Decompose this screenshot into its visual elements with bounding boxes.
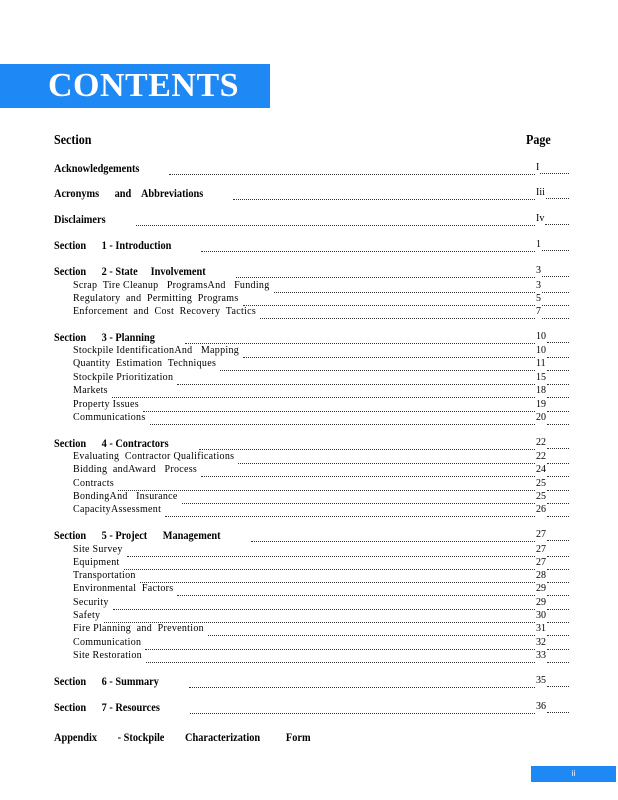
section-column-header: Section <box>54 133 92 148</box>
toc-dot-leader <box>150 412 535 425</box>
toc-entry-label: Evaluating Contractor Qualifications <box>73 451 235 462</box>
toc-dot-leader <box>238 451 535 464</box>
toc-entry-label: Site Survey <box>73 544 123 555</box>
toc-dot-leader <box>233 187 535 200</box>
toc-subsection-entry[interactable] <box>0 306 618 322</box>
toc-entry-label: Safety <box>73 610 101 621</box>
toc-entry-label: Disclaimers <box>54 212 106 226</box>
toc-page-number: 25 <box>536 478 546 489</box>
toc-dot-leader <box>124 557 535 570</box>
toc-trailing-dots <box>547 396 569 398</box>
toc-dot-leader <box>220 358 535 371</box>
toc-trailing-dots <box>547 594 569 596</box>
toc-trailing-dots <box>547 539 569 541</box>
toc-dot-leader <box>251 529 535 542</box>
toc-section-entry[interactable] <box>0 264 618 280</box>
toc-dot-leader <box>274 280 535 293</box>
toc-page-number: 22 <box>536 437 546 448</box>
toc-entry-label: Bidding andAward Process <box>73 464 198 475</box>
toc-dot-leader <box>199 437 535 450</box>
toc-entry-label: Contracts <box>73 478 115 489</box>
toc-page-number: 26 <box>536 504 546 515</box>
toc-dot-leader <box>143 399 535 412</box>
toc-trailing-dots <box>547 341 569 343</box>
toc-entry-label: CapacityAssessment <box>73 504 162 515</box>
toc-dot-leader <box>112 385 535 398</box>
toc-entry-label: Regulatory and Permitting Programs <box>73 293 239 304</box>
toc-trailing-dots <box>547 475 569 477</box>
toc-page-number: 7 <box>536 306 541 317</box>
toc-entry-label: Section 6 - Summary <box>54 674 159 688</box>
toc-entry-label: Section 3 - Planning <box>54 330 155 344</box>
toc-entry-label: Appendix - Stockpile Characterization Form <box>54 730 311 744</box>
toc-dot-leader <box>243 345 535 358</box>
toc-subsection-entry[interactable] <box>0 650 618 666</box>
page-title: CONTENTS <box>48 67 240 104</box>
toc-section-entry[interactable] <box>0 186 618 202</box>
toc-dot-leader <box>260 306 535 319</box>
contents-banner <box>0 64 270 108</box>
toc-trailing-dots <box>547 515 569 517</box>
toc-entry-label: Transportation <box>73 570 136 581</box>
toc-trailing-dots <box>545 223 569 225</box>
toc-page-number: 11 <box>536 358 546 369</box>
toc-entry-label: Security <box>73 597 109 608</box>
toc-entry-label: Site Restoration <box>73 650 142 661</box>
toc-page-number: 32 <box>536 637 546 648</box>
toc-entry-label: Acknowledgements <box>54 161 140 175</box>
toc-page-number: 19 <box>536 399 546 410</box>
toc-trailing-dots <box>547 711 569 713</box>
toc-trailing-dots <box>540 172 569 174</box>
page-column-header: Page <box>526 133 551 148</box>
toc-page-number: 25 <box>536 491 546 502</box>
toc-section-entry[interactable] <box>0 161 618 177</box>
toc-section-entry[interactable] <box>0 436 618 452</box>
toc-section-entry[interactable] <box>0 674 618 690</box>
toc-trailing-dots <box>542 275 569 277</box>
toc-section-entry[interactable] <box>0 700 618 716</box>
toc-entry-label: Scrap Tire Cleanup ProgramsAnd Funding <box>73 280 270 291</box>
toc-dot-leader <box>243 293 535 306</box>
toc-trailing-dots <box>547 369 569 371</box>
toc-page-number: 31 <box>536 623 546 634</box>
toc-section-entry[interactable] <box>0 730 618 746</box>
toc-dot-leader <box>189 675 535 688</box>
toc-trailing-dots <box>547 423 569 425</box>
toc-trailing-dots <box>542 317 569 319</box>
toc-page-number: 29 <box>536 583 546 594</box>
toc-page-number: 30 <box>536 610 546 621</box>
toc-dot-leader <box>169 162 535 175</box>
toc-subsection-entry[interactable] <box>0 504 618 520</box>
toc-entry-label: Section 2 - State Involvement <box>54 264 206 278</box>
toc-entry-label: Communications <box>73 412 146 423</box>
toc-dot-leader <box>190 701 535 714</box>
toc-entry-label: Section 7 - Resources <box>54 700 160 714</box>
toc-subsection-entry[interactable] <box>0 412 618 428</box>
toc-page-number: 5 <box>536 293 541 304</box>
toc-dot-leader <box>127 544 535 557</box>
toc-dot-leader <box>236 265 535 278</box>
toc-entry-label: Environmental Factors <box>73 583 174 594</box>
toc-dot-leader <box>104 610 535 623</box>
toc-page-number: 27 <box>536 557 546 568</box>
toc-entry-label: Section 4 - Contractors <box>54 436 169 450</box>
toc-dot-leader <box>113 597 535 610</box>
toc-page-number: 3 <box>536 265 541 276</box>
toc-dot-leader <box>136 213 535 226</box>
toc-page-number: 27 <box>536 529 546 540</box>
toc-page-number: 24 <box>536 464 546 475</box>
toc-entry-label: BondingAnd Insurance <box>73 491 178 502</box>
toc-page-number: 3 <box>536 280 541 291</box>
toc-dot-leader <box>146 650 535 663</box>
toc-dot-leader <box>177 372 535 385</box>
toc-page-number: 18 <box>536 385 546 396</box>
toc-entry-label: Fire Planning and Prevention <box>73 623 204 634</box>
toc-page-number: 10 <box>536 331 546 342</box>
toc-page-number: I <box>536 162 540 173</box>
toc-page-number: 27 <box>536 544 546 555</box>
toc-entry-label: Quantity Estimation Techniques <box>73 358 217 369</box>
toc-dot-leader <box>177 583 535 596</box>
toc-entry-label: Acronyms and Abbreviations <box>54 186 204 200</box>
toc-page-number: Iv <box>536 213 545 224</box>
toc-trailing-dots <box>546 197 569 199</box>
toc-page-number: Iii <box>536 187 545 198</box>
toc-dot-leader <box>165 504 535 517</box>
toc-page-number: 22 <box>536 451 546 462</box>
toc-page-number: 33 <box>536 650 546 661</box>
toc-entry-label: Stockpile IdentificationAnd Mapping <box>73 345 240 356</box>
toc-page-number: 35 <box>536 675 546 686</box>
toc-dot-leader <box>185 331 535 344</box>
toc-section-entry[interactable] <box>0 238 618 254</box>
toc-trailing-dots <box>542 249 569 251</box>
toc-entry-label: Equipment <box>73 557 120 568</box>
toc-entry-label: Stockpile Prioritization <box>73 372 174 383</box>
toc-entry-label: Section 5 - Project Management <box>54 528 221 542</box>
toc-dot-leader <box>208 623 535 636</box>
toc-entry-label: Section 1 - Introduction <box>54 238 172 252</box>
toc-entry-label: Communication <box>73 637 142 648</box>
toc-dot-leader <box>145 637 535 650</box>
toc-dot-leader <box>140 570 535 583</box>
toc-dot-leader <box>182 491 535 504</box>
toc-dot-leader <box>201 464 535 477</box>
toc-page-number: 36 <box>536 701 546 712</box>
toc-page-number: 20 <box>536 412 546 423</box>
toc-page-number: 1 <box>536 239 541 250</box>
toc-section-entry[interactable] <box>0 212 618 228</box>
toc-section-entry[interactable] <box>0 528 618 544</box>
toc-page-number: 29 <box>536 597 546 608</box>
toc-entry-label: Property Issues <box>73 399 139 410</box>
toc-dot-leader <box>201 239 535 252</box>
toc-entry-label: Markets <box>73 385 108 396</box>
toc-page-number: 28 <box>536 570 546 581</box>
toc-trailing-dots <box>547 634 569 636</box>
toc-entry-label: Enforcement and Cost Recovery Tactics <box>73 306 257 317</box>
toc-trailing-dots <box>547 447 569 449</box>
toc-page-number: 15 <box>536 372 546 383</box>
toc-section-entry[interactable] <box>0 330 618 346</box>
toc-page-number: 10 <box>536 345 546 356</box>
toc-dot-leader <box>118 478 535 491</box>
footer-page-number: ii <box>531 766 616 782</box>
toc-trailing-dots <box>547 661 569 663</box>
toc-trailing-dots <box>547 685 569 687</box>
